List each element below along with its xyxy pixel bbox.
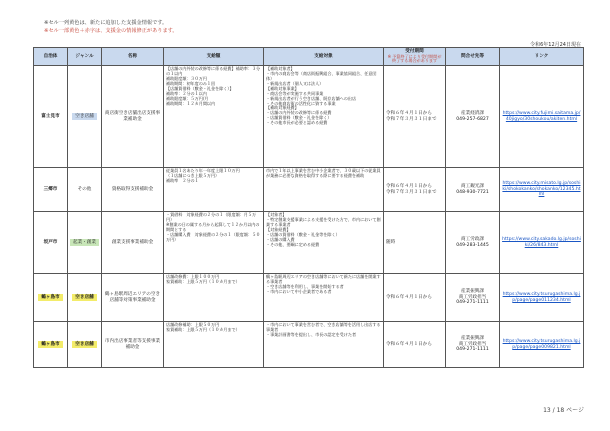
amount-line: 【店舗賃借料（敷金・礼金を除く）】	[166, 85, 234, 91]
cell-target	[264, 274, 384, 322]
program-link[interactable]: https://www.city.tsurugashima.lg.jp/page/page011234.html	[502, 292, 581, 303]
cell-link[interactable]	[500, 274, 584, 322]
table-body	[34, 66, 584, 368]
cell-program-name: 鶴ヶ島駅周辺エリアの空き店舗等対策事業補助金	[102, 274, 164, 322]
genre-badge: 起業・創業	[70, 239, 99, 247]
cell-program-name: 資格取得支援補助金	[102, 168, 164, 212]
cell-target	[264, 322, 384, 368]
cell-amount	[164, 322, 264, 368]
cell-genre	[68, 66, 102, 168]
cell-period	[384, 322, 446, 368]
cell-link[interactable]	[500, 212, 584, 274]
header-period-note: ※ 予算終了により受付期間が終了する場合があります	[387, 53, 442, 64]
table-row	[34, 168, 584, 212]
target-line: ・事業計画書等を提出し、市長の認定を受けた者	[266, 332, 357, 337]
genre-badge: 空き店舗	[72, 341, 96, 349]
amount-line: 店舗改修補助：上限５０万円	[166, 322, 220, 328]
municipality-label: 鶴ヶ島市	[38, 341, 62, 349]
contact-line: 産業経済課	[461, 111, 484, 117]
table-row	[34, 66, 584, 168]
target-line: 【対象経費】	[266, 226, 291, 232]
period-line: 令和６年４月１日から	[386, 111, 432, 117]
contact-line: 048-930-7721	[456, 189, 489, 195]
header-amount: 支給額	[164, 48, 264, 66]
amount-line: 【店舗の内外装の改修等に係る経費】補助率：３分の１以内	[166, 66, 261, 77]
header-muni: 自治体	[34, 48, 68, 66]
amount-line: ・店舗購入費 対象経費の２分の１（限度額：５０万円）	[166, 231, 261, 242]
amount-line: 補助率：２分の１以内	[166, 90, 207, 96]
amount-line: 補助率 ２分の１	[166, 178, 199, 183]
amount-line: 家賃補助：上限５万円（１０カ月まで）	[166, 279, 240, 285]
amount-line: 従業員１名あたり年一年度上限１０万円	[166, 168, 240, 174]
target-line: ・新規出店者（個人又は法人）	[266, 80, 324, 86]
amount-line: 補助限度額：３０万円	[166, 76, 207, 81]
cell-amount	[164, 66, 264, 168]
cell-target	[264, 212, 384, 274]
table-header-row	[34, 48, 584, 66]
amount-line: ※創業の日の属する月から起算して１２か月以内の期間とする	[166, 222, 260, 232]
cell-genre	[68, 168, 102, 212]
contact-line: 049-271-1111	[456, 347, 489, 353]
target-line: ・市内の商店会等（商店街振興組合、事業協同組合、任意団体）	[266, 71, 377, 81]
target-line: ・店舗賃借料（敷金・礼金を除く）	[266, 115, 332, 121]
target-line: 【補助対象者】	[266, 66, 295, 72]
cell-contact	[446, 322, 500, 368]
target-line: ・市内において事業を営む者で、空き店舗等を活用し出店する事業者	[266, 322, 381, 333]
contact-line: 商工労政課	[461, 237, 484, 243]
contact-line: 産業振興課	[461, 336, 484, 342]
target-line: ・その他市長が必要と認める経費	[266, 120, 328, 126]
cell-contact	[446, 274, 500, 322]
cell-period	[384, 168, 446, 212]
contact-line: 産業振興課	[461, 289, 484, 295]
amount-line: ・賃借料 対象経費の２分の１（限度額：月５万円）	[166, 212, 257, 223]
target-line: ・空き店舗等を利用し、事業を開始する者	[266, 284, 344, 289]
contact-line: 商工労政担当	[458, 294, 487, 300]
cell-municipality	[34, 212, 68, 274]
cell-municipality	[34, 274, 68, 322]
target-line: ・店舗の内外装の改修等に係る経費	[266, 110, 332, 116]
target-line: ・商店会等が実施する共同事業	[266, 90, 324, 96]
table-row	[34, 322, 584, 368]
contact-line: 商工観光課	[461, 184, 484, 190]
target-line: ・特定創業支援事業による支援を受けた方で、市内において創業する事業者	[266, 217, 381, 227]
genre-badge: 空き店舗	[72, 294, 96, 302]
target-line: 【対象者】	[266, 212, 287, 218]
municipality-label: 富士見市	[41, 113, 60, 119]
cell-period	[384, 66, 446, 168]
period-line: 令和７年３月３１日まで	[386, 116, 437, 122]
target-line: ・その他商店街の活性化に資する事業	[266, 100, 336, 106]
cell-genre	[68, 212, 102, 274]
cell-genre	[68, 322, 102, 368]
municipality-label: 坂戸市	[43, 239, 58, 245]
target-line: 【補助対象経費】	[266, 105, 299, 111]
amount-line: 家賃補助：上限５万円（１０カ月まで）	[166, 327, 240, 333]
period-line: 随時	[386, 239, 396, 245]
amount-line: 補助期間：１２カ月間以内	[166, 100, 216, 106]
cell-contact	[446, 168, 500, 212]
cell-period	[384, 274, 446, 322]
note-new-entries: ※セル一列黄色は、新たに追加した支援金情報です。	[44, 20, 168, 26]
period-line: 令和６年４月１日から	[386, 184, 432, 190]
target-line: 鶴ヶ島駅周辺エリアの空き店舗等において新たに店舗を開業する事業者	[266, 274, 381, 285]
cell-municipality	[34, 322, 68, 368]
cell-contact	[446, 212, 500, 274]
municipality-label: 鶴ヶ島市	[38, 294, 62, 302]
header-contact: 問合せ先等	[446, 48, 500, 66]
cell-program-name: 市内出店事業者等支援事業補助金	[102, 322, 164, 368]
header-name: 名称	[102, 48, 164, 66]
header-period	[384, 48, 446, 66]
amount-line: （１店舗につき上限５万円）	[166, 173, 220, 179]
amount-line: 店舗改修費：上限１００万円	[166, 274, 220, 280]
contact-line: 049-271-1111	[456, 300, 489, 306]
cell-amount	[164, 168, 264, 212]
period-line: 令和６年４月１日から	[386, 341, 432, 347]
target-line: ・新規出店者が行う空き店舗、既存店舗への出店	[266, 95, 357, 101]
program-link[interactable]: https://www.city.sakado.lg.jp/soshiki/26/843.html	[502, 237, 581, 248]
amount-line: 補助期間：初年度のみ１回	[166, 80, 216, 86]
cell-link[interactable]	[500, 322, 584, 368]
cell-link[interactable]	[500, 66, 584, 168]
header-period-label: 受付期間	[405, 49, 424, 54]
program-link[interactable]: https://www.city.misato.lg.jp/soshiki/shokokanko/shokanko/12345.html	[502, 181, 581, 198]
as-of-date: 令和6年12月24日現在	[530, 42, 581, 48]
cell-program-name: 創業支援事業補助金	[102, 212, 164, 274]
subsidy-table	[33, 47, 584, 368]
cell-municipality	[34, 168, 68, 212]
cell-contact	[446, 66, 500, 168]
amount-line: 補助限度額：５万円/月	[166, 95, 209, 101]
program-link[interactable]: https://www.city.fujimi.saitama.jp/40jigyo/30shoukou/akiten.html	[502, 111, 581, 122]
period-line: 令和７年３月３１日まで	[386, 189, 437, 195]
contact-line: 049-257-6827	[456, 116, 489, 122]
table-row	[34, 274, 584, 322]
target-line: ・その他、要綱に定める経費	[266, 241, 320, 247]
program-link[interactable]: https://www.city.tsurugashima.lg.jp/page/page009821.html	[502, 339, 581, 350]
target-line: ・市内において中小企業者である者	[266, 288, 332, 294]
header-link: リンク	[500, 48, 584, 66]
cell-amount	[164, 212, 264, 274]
target-line: ・店舗の賃借料（敷金・礼金等を除く）	[266, 231, 340, 237]
cell-genre	[68, 274, 102, 322]
genre-badge: 空き店舗	[72, 113, 96, 121]
target-line: 市内で１年以上事業を営む中小企業者で、３０歳以下の従業員が業務に必要な資格を取得する際に要する経費を補助	[266, 168, 381, 179]
contact-line: 049-283-1445	[456, 242, 489, 248]
note-revisions: ※セル一部黄色＋赤字は、支援金の情報修正があります。	[44, 28, 178, 34]
cell-municipality	[34, 66, 68, 168]
municipality-label: 三郷市	[43, 186, 58, 192]
header-target: 支給対象	[264, 48, 384, 66]
cell-target	[264, 66, 384, 168]
cell-program-name: 商店街空き店舗出店支援事業補助金	[102, 66, 164, 168]
cell-period	[384, 212, 446, 274]
table-row	[34, 212, 584, 274]
page-number: 13 / 18 ページ	[543, 407, 584, 414]
contact-line: 商工労政担当	[458, 341, 487, 347]
cell-amount	[164, 274, 264, 322]
header-genre: ジャンル	[68, 48, 102, 66]
target-line: 【補助対象事業】	[266, 85, 299, 91]
target-line: ・店舗の購入費	[266, 236, 295, 242]
genre-badge: その他	[77, 186, 92, 192]
period-line: 令和６年４月１日から	[386, 294, 432, 300]
cell-target	[264, 168, 384, 212]
cell-link[interactable]	[500, 168, 584, 212]
